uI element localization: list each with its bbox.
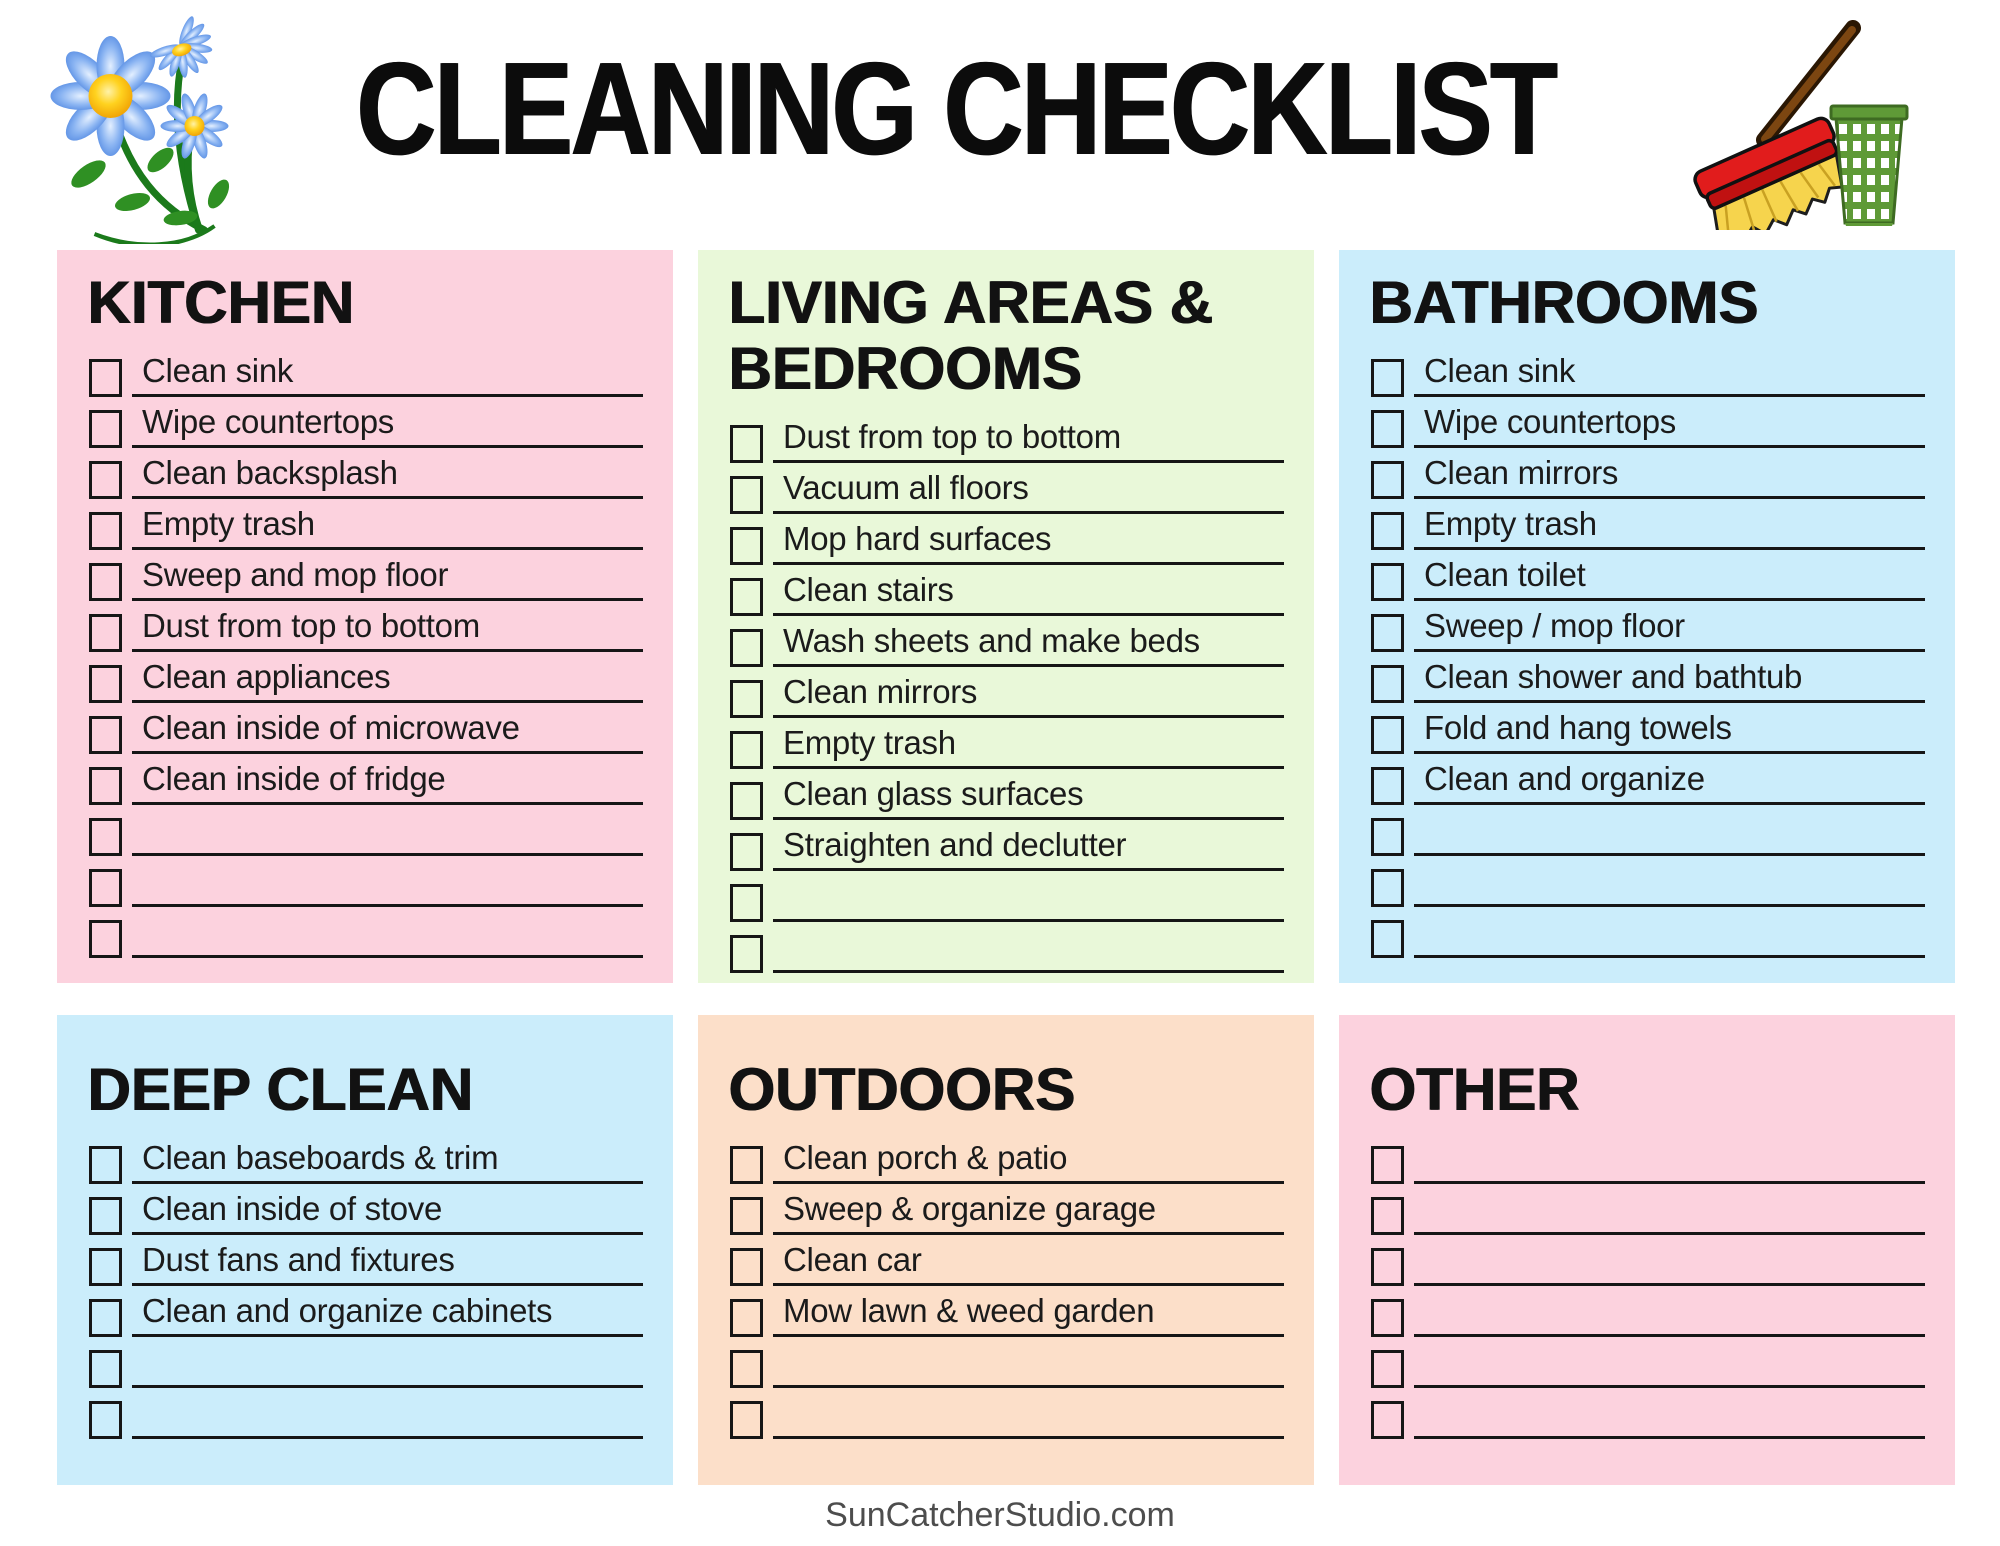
blank-checklist-row: [87, 856, 643, 907]
blank-write-in-line: [773, 1432, 1284, 1439]
checkbox[interactable]: [89, 665, 122, 703]
checkbox[interactable]: [1371, 614, 1404, 652]
task-label: Clean inside of microwave: [132, 709, 643, 754]
blank-checklist-row: [1369, 805, 1925, 856]
checklist-row: [728, 1184, 1284, 1235]
blank-write-in-line: [1414, 1279, 1925, 1286]
checkbox[interactable]: [1371, 1248, 1404, 1286]
checkbox[interactable]: [89, 461, 122, 499]
blank-checklist-row: [1369, 1388, 1925, 1439]
blank-checklist-row: [1369, 1133, 1925, 1184]
checkbox[interactable]: [730, 1350, 763, 1388]
blank-write-in-line: [132, 900, 643, 907]
task-label: Sweep / mop floor: [1414, 607, 1925, 652]
task-label: Wipe countertops: [1414, 403, 1925, 448]
checkbox[interactable]: [1371, 1197, 1404, 1235]
checklist-row: [728, 769, 1284, 820]
task-label: Fold and hang towels: [1414, 709, 1925, 754]
checklist-row: [87, 550, 643, 601]
task-label: Wash sheets and make beds: [773, 622, 1284, 667]
task-label: Clean sink: [1414, 352, 1925, 397]
checkbox[interactable]: [1371, 359, 1404, 397]
checklist-row: [1369, 601, 1925, 652]
blank-checklist-row: [87, 1388, 643, 1439]
checklist-row: [87, 601, 643, 652]
checkbox[interactable]: [89, 512, 122, 550]
blank-write-in-line: [773, 915, 1284, 922]
task-label: Empty trash: [773, 724, 1284, 769]
blank-write-in-line: [132, 1432, 643, 1439]
checkbox[interactable]: [89, 1197, 122, 1235]
task-label: Empty trash: [132, 505, 643, 550]
task-list: [1369, 346, 1925, 958]
task-label: Mop hard surfaces: [773, 520, 1284, 565]
task-label: Mow lawn & weed garden: [773, 1292, 1284, 1337]
blank-write-in-line: [773, 1381, 1284, 1388]
checkbox[interactable]: [730, 731, 763, 769]
blank-write-in-line: [132, 951, 643, 958]
task-label: Clean appliances: [132, 658, 643, 703]
checklist-row: [87, 703, 643, 754]
checkbox[interactable]: [1371, 461, 1404, 499]
task-label: Clean baseboards & trim: [132, 1139, 643, 1184]
panel-outdoors: [698, 1015, 1314, 1485]
task-label: Dust from top to bottom: [773, 418, 1284, 463]
task-label: Sweep & organize garage: [773, 1190, 1284, 1235]
checklist-row: [87, 1235, 643, 1286]
task-label: Clean mirrors: [1414, 454, 1925, 499]
panel-other: [1339, 1015, 1955, 1485]
checklist-row: [87, 499, 643, 550]
checkbox[interactable]: [1371, 1299, 1404, 1337]
checklist-row: [728, 616, 1284, 667]
checklist-row: [1369, 754, 1925, 805]
checkbox[interactable]: [89, 1401, 122, 1439]
panel-title-outdoors: OUTDOORS: [728, 1056, 1075, 1123]
checklist-row: [87, 1184, 643, 1235]
task-label: Clean shower and bathtub: [1414, 658, 1925, 703]
checklist-row: [728, 1286, 1284, 1337]
checkbox[interactable]: [730, 833, 763, 871]
checkbox[interactable]: [89, 1299, 122, 1337]
checklist-row: [87, 754, 643, 805]
checkbox[interactable]: [730, 782, 763, 820]
checklist-row: [1369, 550, 1925, 601]
panel-living-areas-bedrooms: [698, 250, 1314, 983]
checkbox[interactable]: [89, 410, 122, 448]
blank-checklist-row: [1369, 856, 1925, 907]
task-label: Clean inside of fridge: [132, 760, 643, 805]
checklist-row: [1369, 703, 1925, 754]
checklist-row: [87, 448, 643, 499]
task-label: Wipe countertops: [132, 403, 643, 448]
task-label: Dust fans and fixtures: [132, 1241, 643, 1286]
task-label: Clean sink: [132, 352, 643, 397]
blank-checklist-row: [728, 922, 1284, 973]
checkbox[interactable]: [89, 920, 122, 958]
checkbox[interactable]: [1371, 410, 1404, 448]
checklist-row: [728, 667, 1284, 718]
checkbox[interactable]: [1371, 716, 1404, 754]
blue-flowers-icon: [30, 4, 235, 244]
checklist-row: [1369, 346, 1925, 397]
checklist-row: [728, 718, 1284, 769]
blank-write-in-line: [1414, 900, 1925, 907]
checkbox[interactable]: [730, 680, 763, 718]
panel-title-other: OTHER: [1369, 1056, 1579, 1123]
blank-checklist-row: [728, 871, 1284, 922]
blank-write-in-line: [1414, 849, 1925, 856]
checkbox[interactable]: [1371, 512, 1404, 550]
checklist-row: [87, 1133, 643, 1184]
task-label: Clean and organize cabinets: [132, 1292, 643, 1337]
task-label: Clean backsplash: [132, 454, 643, 499]
blank-checklist-row: [1369, 1286, 1925, 1337]
blank-write-in-line: [132, 849, 643, 856]
checkbox[interactable]: [730, 527, 763, 565]
task-list: [1369, 1133, 1925, 1439]
checklist-row: [87, 652, 643, 703]
blank-write-in-line: [1414, 1330, 1925, 1337]
checkbox[interactable]: [89, 1350, 122, 1388]
checkbox[interactable]: [89, 563, 122, 601]
checkbox[interactable]: [89, 869, 122, 907]
checkbox[interactable]: [89, 614, 122, 652]
panel-title-deep-clean: DEEP CLEAN: [87, 1056, 473, 1123]
blank-checklist-row: [1369, 907, 1925, 958]
panel-bathrooms: [1339, 250, 1955, 983]
checkbox[interactable]: [89, 1248, 122, 1286]
checklist-row: [728, 514, 1284, 565]
panel-title-kitchen: KITCHEN: [87, 269, 354, 336]
checkbox[interactable]: [730, 935, 763, 973]
task-label: Dust from top to bottom: [132, 607, 643, 652]
task-list: [728, 1133, 1284, 1439]
blank-checklist-row: [87, 1337, 643, 1388]
blank-checklist-row: [728, 1337, 1284, 1388]
blank-write-in-line: [1414, 1177, 1925, 1184]
task-label: Clean and organize: [1414, 760, 1925, 805]
checkbox[interactable]: [1371, 1401, 1404, 1439]
blank-checklist-row: [87, 907, 643, 958]
blank-checklist-row: [728, 1388, 1284, 1439]
panel-title-bathrooms: BATHROOMS: [1369, 269, 1758, 336]
broom-icon: [1689, 28, 1860, 230]
checkbox[interactable]: [89, 818, 122, 856]
blank-write-in-line: [1414, 1381, 1925, 1388]
footer-site-text: SunCatcherStudio.com: [825, 1496, 1175, 1534]
checklist-row: [87, 1286, 643, 1337]
checkbox[interactable]: [1371, 665, 1404, 703]
checkbox[interactable]: [730, 578, 763, 616]
checkbox[interactable]: [1371, 920, 1404, 958]
blank-write-in-line: [773, 966, 1284, 973]
task-label: Empty trash: [1414, 505, 1925, 550]
checkbox[interactable]: [89, 716, 122, 754]
checkbox[interactable]: [1371, 818, 1404, 856]
blank-checklist-row: [1369, 1337, 1925, 1388]
checkbox[interactable]: [730, 1146, 763, 1184]
checkbox[interactable]: [1371, 1146, 1404, 1184]
checklist-row: [87, 346, 643, 397]
checkbox[interactable]: [730, 476, 763, 514]
checkbox[interactable]: [730, 1197, 763, 1235]
blank-checklist-row: [1369, 1184, 1925, 1235]
panel-deep-clean: [57, 1015, 673, 1485]
task-label: Clean toilet: [1414, 556, 1925, 601]
blank-write-in-line: [1414, 1432, 1925, 1439]
task-list: [87, 1133, 643, 1439]
checklist-row: [1369, 448, 1925, 499]
checklist-row: [728, 463, 1284, 514]
checkbox[interactable]: [730, 1299, 763, 1337]
panel-kitchen: [57, 250, 673, 983]
checkbox[interactable]: [1371, 869, 1404, 907]
checklist-row: [728, 412, 1284, 463]
checkbox[interactable]: [89, 359, 122, 397]
task-label: Clean porch & patio: [773, 1139, 1284, 1184]
blank-write-in-line: [1414, 1228, 1925, 1235]
broom-and-basket-icons: [1640, 18, 1925, 230]
checklist-row: [728, 565, 1284, 616]
blank-write-in-line: [132, 1381, 643, 1388]
task-label: Clean car: [773, 1241, 1284, 1286]
blank-write-in-line: [1414, 951, 1925, 958]
checklist-row: [728, 820, 1284, 871]
task-label: Sweep and mop floor: [132, 556, 643, 601]
checklist-row: [1369, 397, 1925, 448]
task-label: Clean inside of stove: [132, 1190, 643, 1235]
checklist-row: [1369, 499, 1925, 550]
checklist-row: [728, 1235, 1284, 1286]
task-label: Straighten and declutter: [773, 826, 1284, 871]
checklist-row: [87, 397, 643, 448]
checkbox[interactable]: [89, 767, 122, 805]
panels-grid: [57, 250, 1955, 1485]
blank-checklist-row: [87, 805, 643, 856]
checkbox[interactable]: [730, 425, 763, 463]
checkbox[interactable]: [1371, 563, 1404, 601]
checklist-row: [1369, 652, 1925, 703]
checkbox[interactable]: [1371, 1350, 1404, 1388]
checkbox[interactable]: [1371, 767, 1404, 805]
panel-title-living-areas-bedrooms: LIVING AREAS & BEDROOMS: [728, 269, 1213, 402]
checkbox[interactable]: [89, 1146, 122, 1184]
task-list: [728, 412, 1284, 973]
checkbox[interactable]: [730, 629, 763, 667]
checkbox[interactable]: [730, 884, 763, 922]
trash-basket-icon: [1831, 106, 1907, 226]
task-label: Clean glass surfaces: [773, 775, 1284, 820]
task-label: Clean mirrors: [773, 673, 1284, 718]
page-title: CLEANING CHECKLIST: [355, 35, 1555, 182]
task-list: [87, 346, 643, 958]
task-label: Vacuum all floors: [773, 469, 1284, 514]
checklist-row: [728, 1133, 1284, 1184]
checkbox[interactable]: [730, 1248, 763, 1286]
checkbox[interactable]: [730, 1401, 763, 1439]
blank-checklist-row: [1369, 1235, 1925, 1286]
task-label: Clean stairs: [773, 571, 1284, 616]
